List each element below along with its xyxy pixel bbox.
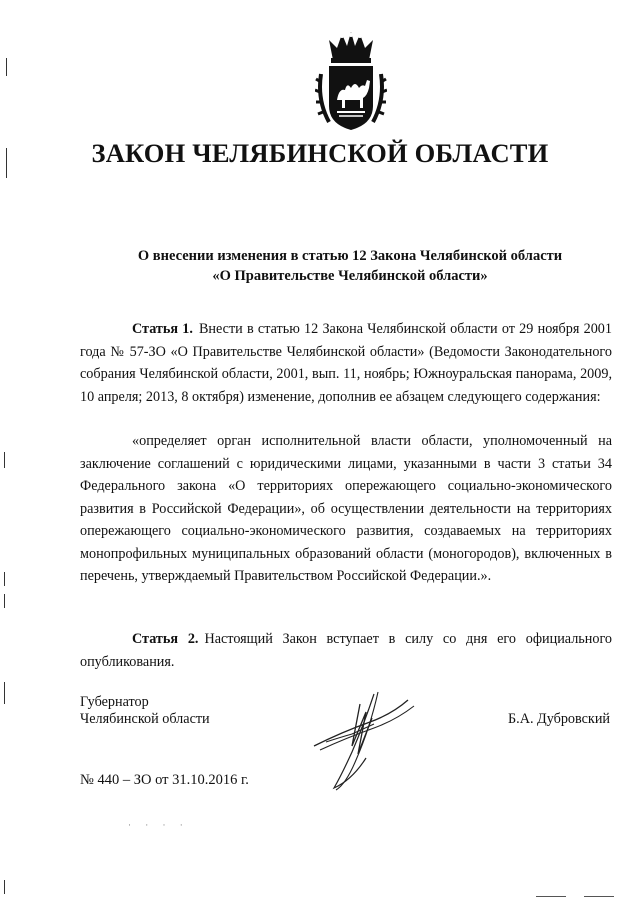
subject-line-1: О внесении изменения в статью 12 Закона Челябинской области	[137, 248, 563, 264]
article-2	[80, 628, 612, 673]
scan-margin-mark	[4, 572, 5, 586]
article-1-heading: Статья 1.	[132, 321, 193, 337]
subject-line-2: «О Правительстве Челябинской области»	[212, 268, 488, 284]
article-2-paragraph	[80, 628, 612, 673]
article-2-text: Настоящий Закон вступает в силу со дня его официального опубликования.	[80, 631, 613, 670]
scan-margin-mark	[6, 148, 7, 178]
article-1-quote: «определяет орган исполнительной власти области, уполномоченный на заключение соглашений с юридическими лицами, указанными в части 3 статьи 34 Федерального закона «О территориях опережающего социально-экономического развития в Российской Федерации», об осуществлении деятельности на территориях опережающего социально-экономического развития, создаваемых на территориях монопрофильных муниципальных образований области (моногородов), включенных в перечень, утверждаемый Правительством Российской Федерации.».	[80, 433, 612, 584]
handwritten-signature-icon	[312, 688, 417, 793]
governor-position	[80, 694, 210, 728]
chelyabinsk-coat-of-arms-icon	[315, 30, 387, 134]
scan-noise-dots: · · · ·	[128, 820, 189, 830]
governor-position-line-2: Челябинской области	[80, 711, 210, 727]
governor-position-line-1: Губернатор	[80, 694, 149, 710]
scan-margin-mark	[4, 594, 5, 608]
law-number-date: № 440 – ЗО от 31.10.2016 г.	[80, 772, 249, 788]
scan-margin-mark	[4, 682, 5, 704]
scan-bottom-rule	[536, 896, 566, 897]
article-2-heading: Статья 2.	[132, 631, 199, 647]
scan-bottom-rule	[584, 896, 614, 897]
scan-margin-mark	[4, 452, 5, 468]
governor-name: Б.А. Дубровский	[508, 711, 611, 727]
article-1-text: Внести в статью 12 Закона Челябинской области от 29 ноября 2001 года № 57-ЗО «О Правительстве Челябинской области» (Ведомости Законодательного собрания Челябинской области, 2001, вып. 11, ноябрь; Южноуральская панорама, 2009, 10 апреля; 2013, 8 октября) изменение, дополнив ее абзацем следующего содержания:	[80, 321, 612, 405]
scan-margin-mark	[4, 880, 5, 894]
article-1	[80, 318, 612, 408]
article-1-paragraph	[80, 318, 612, 408]
law-subject	[0, 246, 640, 286]
article-1-quote-block	[80, 430, 612, 588]
scan-margin-mark	[6, 58, 7, 76]
law-title: ЗАКОН ЧЕЛЯБИНСКОЙ ОБЛАСТИ	[91, 138, 549, 168]
